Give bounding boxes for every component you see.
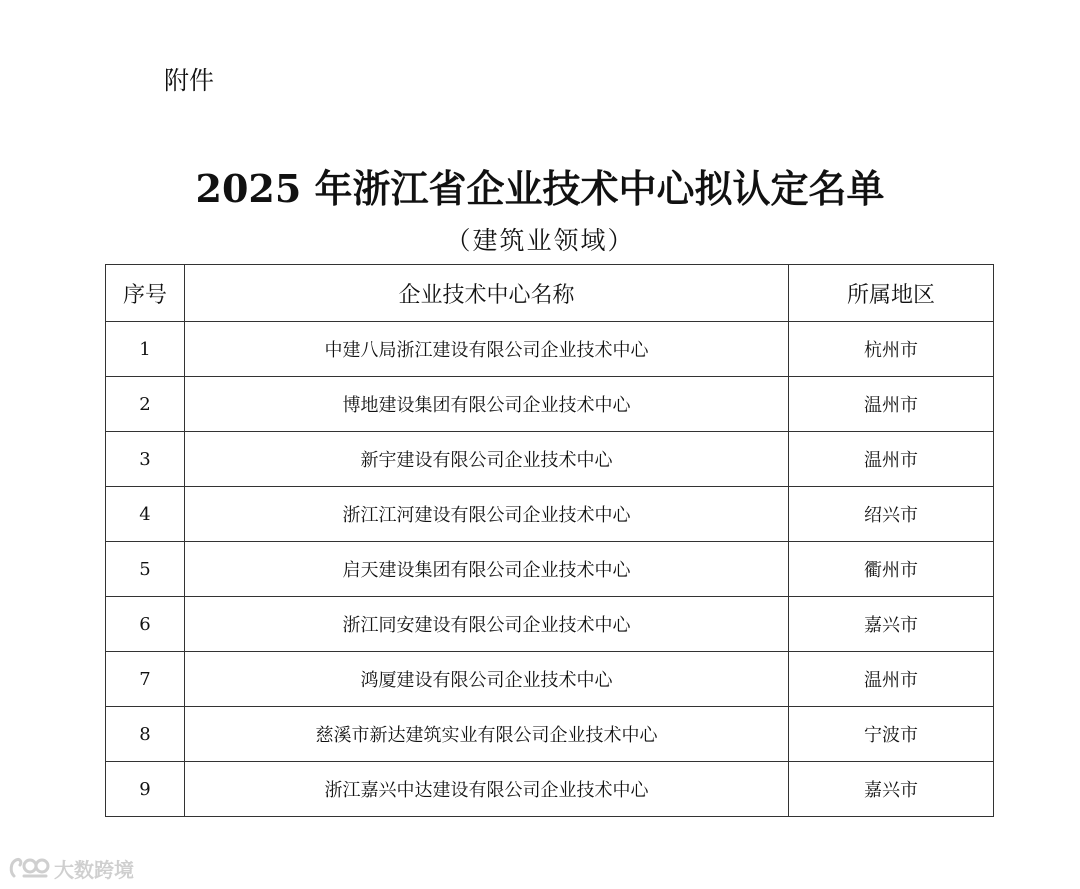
- header-serial-number: 序号: [106, 265, 185, 322]
- table-header-row: [106, 265, 994, 322]
- cell-center-name: 浙江江河建设有限公司企业技术中心: [185, 487, 789, 542]
- page-subtitle: （建筑业领域）: [445, 226, 635, 255]
- attachment-label: 附件: [164, 66, 215, 95]
- table-row: [106, 762, 994, 817]
- cell-region: 嘉兴市: [789, 762, 994, 817]
- cell-region: 衢州市: [789, 542, 994, 597]
- table-row: [106, 652, 994, 707]
- cell-region: 杭州市: [789, 322, 994, 377]
- cell-serial-number: 4: [106, 487, 185, 542]
- watermark: [8, 852, 134, 884]
- cell-center-name: 博地建设集团有限公司企业技术中心: [185, 377, 789, 432]
- cell-region: 温州市: [789, 432, 994, 487]
- cell-serial-number: 9: [106, 762, 185, 817]
- cell-center-name: 浙江同安建设有限公司企业技术中心: [185, 597, 789, 652]
- header-center-name: 企业技术中心名称: [185, 265, 789, 322]
- cell-region: 嘉兴市: [789, 597, 994, 652]
- table-row: [106, 322, 994, 377]
- header-region: 所属地区: [789, 265, 994, 322]
- cell-region: 温州市: [789, 652, 994, 707]
- cell-serial-number: 1: [106, 322, 185, 377]
- cell-serial-number: 8: [106, 707, 185, 762]
- cell-serial-number: 7: [106, 652, 185, 707]
- cell-serial-number: 3: [106, 432, 185, 487]
- page-title: 2025 年浙江省企业技术中心拟认定名单: [195, 166, 885, 211]
- table-row: [106, 487, 994, 542]
- cell-center-name: 中建八局浙江建设有限公司企业技术中心: [185, 322, 789, 377]
- table-row: [106, 707, 994, 762]
- cell-region: 绍兴市: [789, 487, 994, 542]
- cell-region: 宁波市: [789, 707, 994, 762]
- watermark-text: 大数跨境: [54, 857, 134, 882]
- cell-center-name: 鸿厦建设有限公司企业技术中心: [185, 652, 789, 707]
- cell-center-name: 新宇建设有限公司企业技术中心: [185, 432, 789, 487]
- cell-center-name: 浙江嘉兴中达建设有限公司企业技术中心: [185, 762, 789, 817]
- brand-logo-icon: [8, 854, 50, 882]
- table-row: [106, 542, 994, 597]
- cell-serial-number: 2: [106, 377, 185, 432]
- table-row: [106, 432, 994, 487]
- cell-serial-number: 5: [106, 542, 185, 597]
- table-row: [106, 377, 994, 432]
- table-row: [106, 597, 994, 652]
- cell-center-name: 慈溪市新达建筑实业有限公司企业技术中心: [185, 707, 789, 762]
- cell-center-name: 启天建设集团有限公司企业技术中心: [185, 542, 789, 597]
- cell-region: 温州市: [789, 377, 994, 432]
- enterprise-list-table: [105, 264, 994, 817]
- cell-serial-number: 6: [106, 597, 185, 652]
